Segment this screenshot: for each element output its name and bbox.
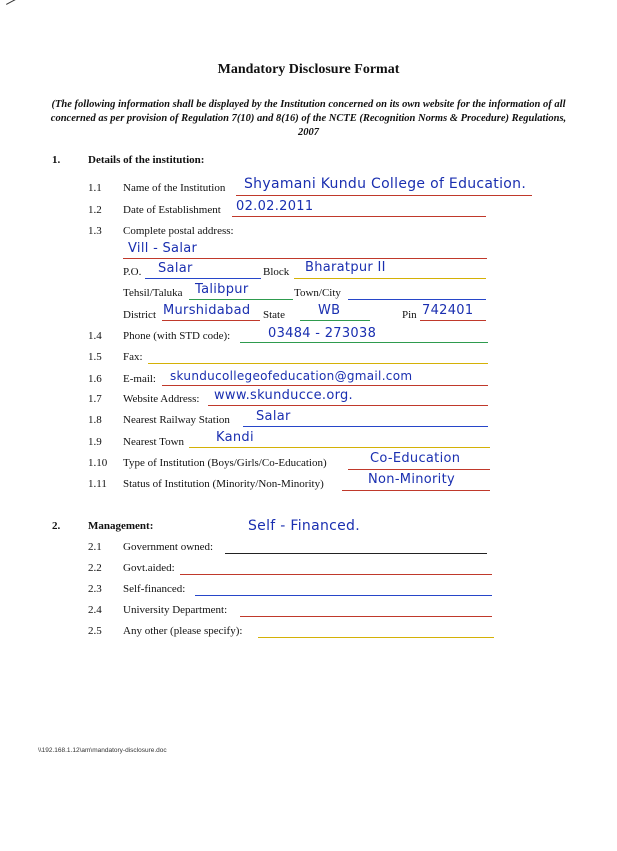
address-line (123, 258, 487, 259)
establishment-date-value: 02.02.2011 (236, 199, 314, 214)
fax-label: Fax: (123, 351, 143, 363)
file-path: \\192.168.1.12\am\mandatory-disclosure.doc (38, 747, 167, 754)
item-1-10-number: 1.10 (88, 457, 108, 469)
self-financed-label: Self-financed: (123, 583, 186, 595)
website-value: www.skunducce.org. (214, 388, 353, 403)
tehsil-line (189, 299, 293, 300)
gov-owned-line (225, 553, 487, 554)
section-2-heading: Management: (88, 520, 154, 532)
item-1-1-number: 1.1 (88, 182, 102, 194)
item-1-6-number: 1.6 (88, 373, 102, 385)
phone-value: 03484 - 273038 (268, 326, 377, 341)
item-2-5-number: 2.5 (88, 625, 102, 637)
po-label: P.O. (123, 266, 142, 278)
section-2-number: 2. (52, 520, 61, 532)
phone-label: Phone (with STD code): (123, 330, 231, 342)
item-1-3-number: 1.3 (88, 225, 102, 237)
town-city-line (348, 299, 486, 300)
intro-text: (The following information shall be displayed by the Institution concerned on its own website for the information of all concerned as per provision of Regulation 7(10) and 8(16) of the NCTE (Recognition Norms & Procedure) Regulations, 2007 (50, 99, 567, 138)
fax-line (148, 363, 488, 364)
block-line (294, 278, 486, 279)
institution-type-value: Co-Education (370, 451, 461, 466)
institution-name-line (236, 195, 532, 196)
item-1-4-number: 1.4 (88, 330, 102, 342)
govt-aided-line (180, 574, 492, 575)
pin-value: 742401 (422, 303, 474, 318)
pin-line (420, 320, 486, 321)
district-value: Murshidabad (163, 303, 251, 318)
item-1-11-number: 1.11 (88, 478, 107, 490)
block-label: Block (263, 266, 290, 278)
institution-name-value: Shyamani Kundu College of Education. (244, 176, 527, 192)
gov-owned-label: Government owned: (123, 541, 214, 553)
email-value: skunducollegeofeducation@gmail.com (170, 369, 413, 383)
state-line (300, 320, 370, 321)
tehsil-value: Talibpur (195, 282, 249, 297)
section-1-number: 1. (52, 154, 61, 166)
any-other-line (258, 637, 494, 638)
establishment-date-line (232, 216, 486, 217)
railway-value: Salar (256, 409, 291, 424)
item-2-3-number: 2.3 (88, 583, 102, 595)
email-label: E-mail: (123, 373, 156, 385)
management-value: Self - Financed. (248, 518, 360, 534)
page-title: Mandatory Disclosure Format (217, 62, 400, 77)
website-line (208, 405, 488, 406)
railway-label: Nearest Railway Station (123, 414, 230, 426)
institution-name-label: Name of the Institution (123, 182, 226, 194)
district-label: District (123, 309, 156, 321)
institution-status-line (342, 490, 490, 491)
district-line (162, 320, 260, 321)
university-dept-line (240, 616, 492, 617)
pen-mark (6, 0, 33, 5)
state-label: State (263, 309, 285, 321)
block-value: Bharatpur II (305, 260, 386, 275)
govt-aided-label: Govt.aided: (123, 562, 175, 574)
item-2-1-number: 2.1 (88, 541, 102, 553)
item-1-9-number: 1.9 (88, 436, 102, 448)
institution-type-line (348, 469, 490, 470)
establishment-date-label: Date of Establishment (123, 204, 221, 216)
state-value: WB (318, 303, 341, 318)
item-2-2-number: 2.2 (88, 562, 102, 574)
item-2-4-number: 2.4 (88, 604, 102, 616)
institution-status-label: Status of Institution (Minority/Non-Minority) (123, 478, 324, 490)
phone-line (240, 342, 488, 343)
university-dept-label: University Department: (123, 604, 228, 616)
railway-line (243, 426, 488, 427)
self-financed-line (195, 595, 492, 596)
nearest-town-value: Kandi (216, 430, 254, 445)
section-1-heading: Details of the institution: (88, 154, 205, 166)
item-1-5-number: 1.5 (88, 351, 102, 363)
item-1-8-number: 1.8 (88, 414, 102, 426)
item-1-2-number: 1.2 (88, 204, 102, 216)
po-value: Salar (158, 261, 193, 276)
any-other-label: Any other (please specify): (123, 625, 243, 637)
pin-label: Pin (402, 309, 417, 321)
postal-address-label: Complete postal address: (123, 225, 234, 237)
website-label: Website Address: (123, 393, 200, 405)
nearest-town-line (189, 447, 490, 448)
email-line (162, 385, 488, 386)
town-city-label: Town/City (294, 287, 341, 299)
po-line (145, 278, 261, 279)
institution-type-label: Type of Institution (Boys/Girls/Co-Education) (123, 457, 327, 469)
institution-status-value: Non-Minority (368, 472, 455, 487)
item-1-7-number: 1.7 (88, 393, 102, 405)
tehsil-label: Tehsil/Taluka (123, 287, 183, 299)
address-line-value: Vill - Salar (128, 241, 198, 256)
nearest-town-label: Nearest Town (123, 436, 185, 448)
